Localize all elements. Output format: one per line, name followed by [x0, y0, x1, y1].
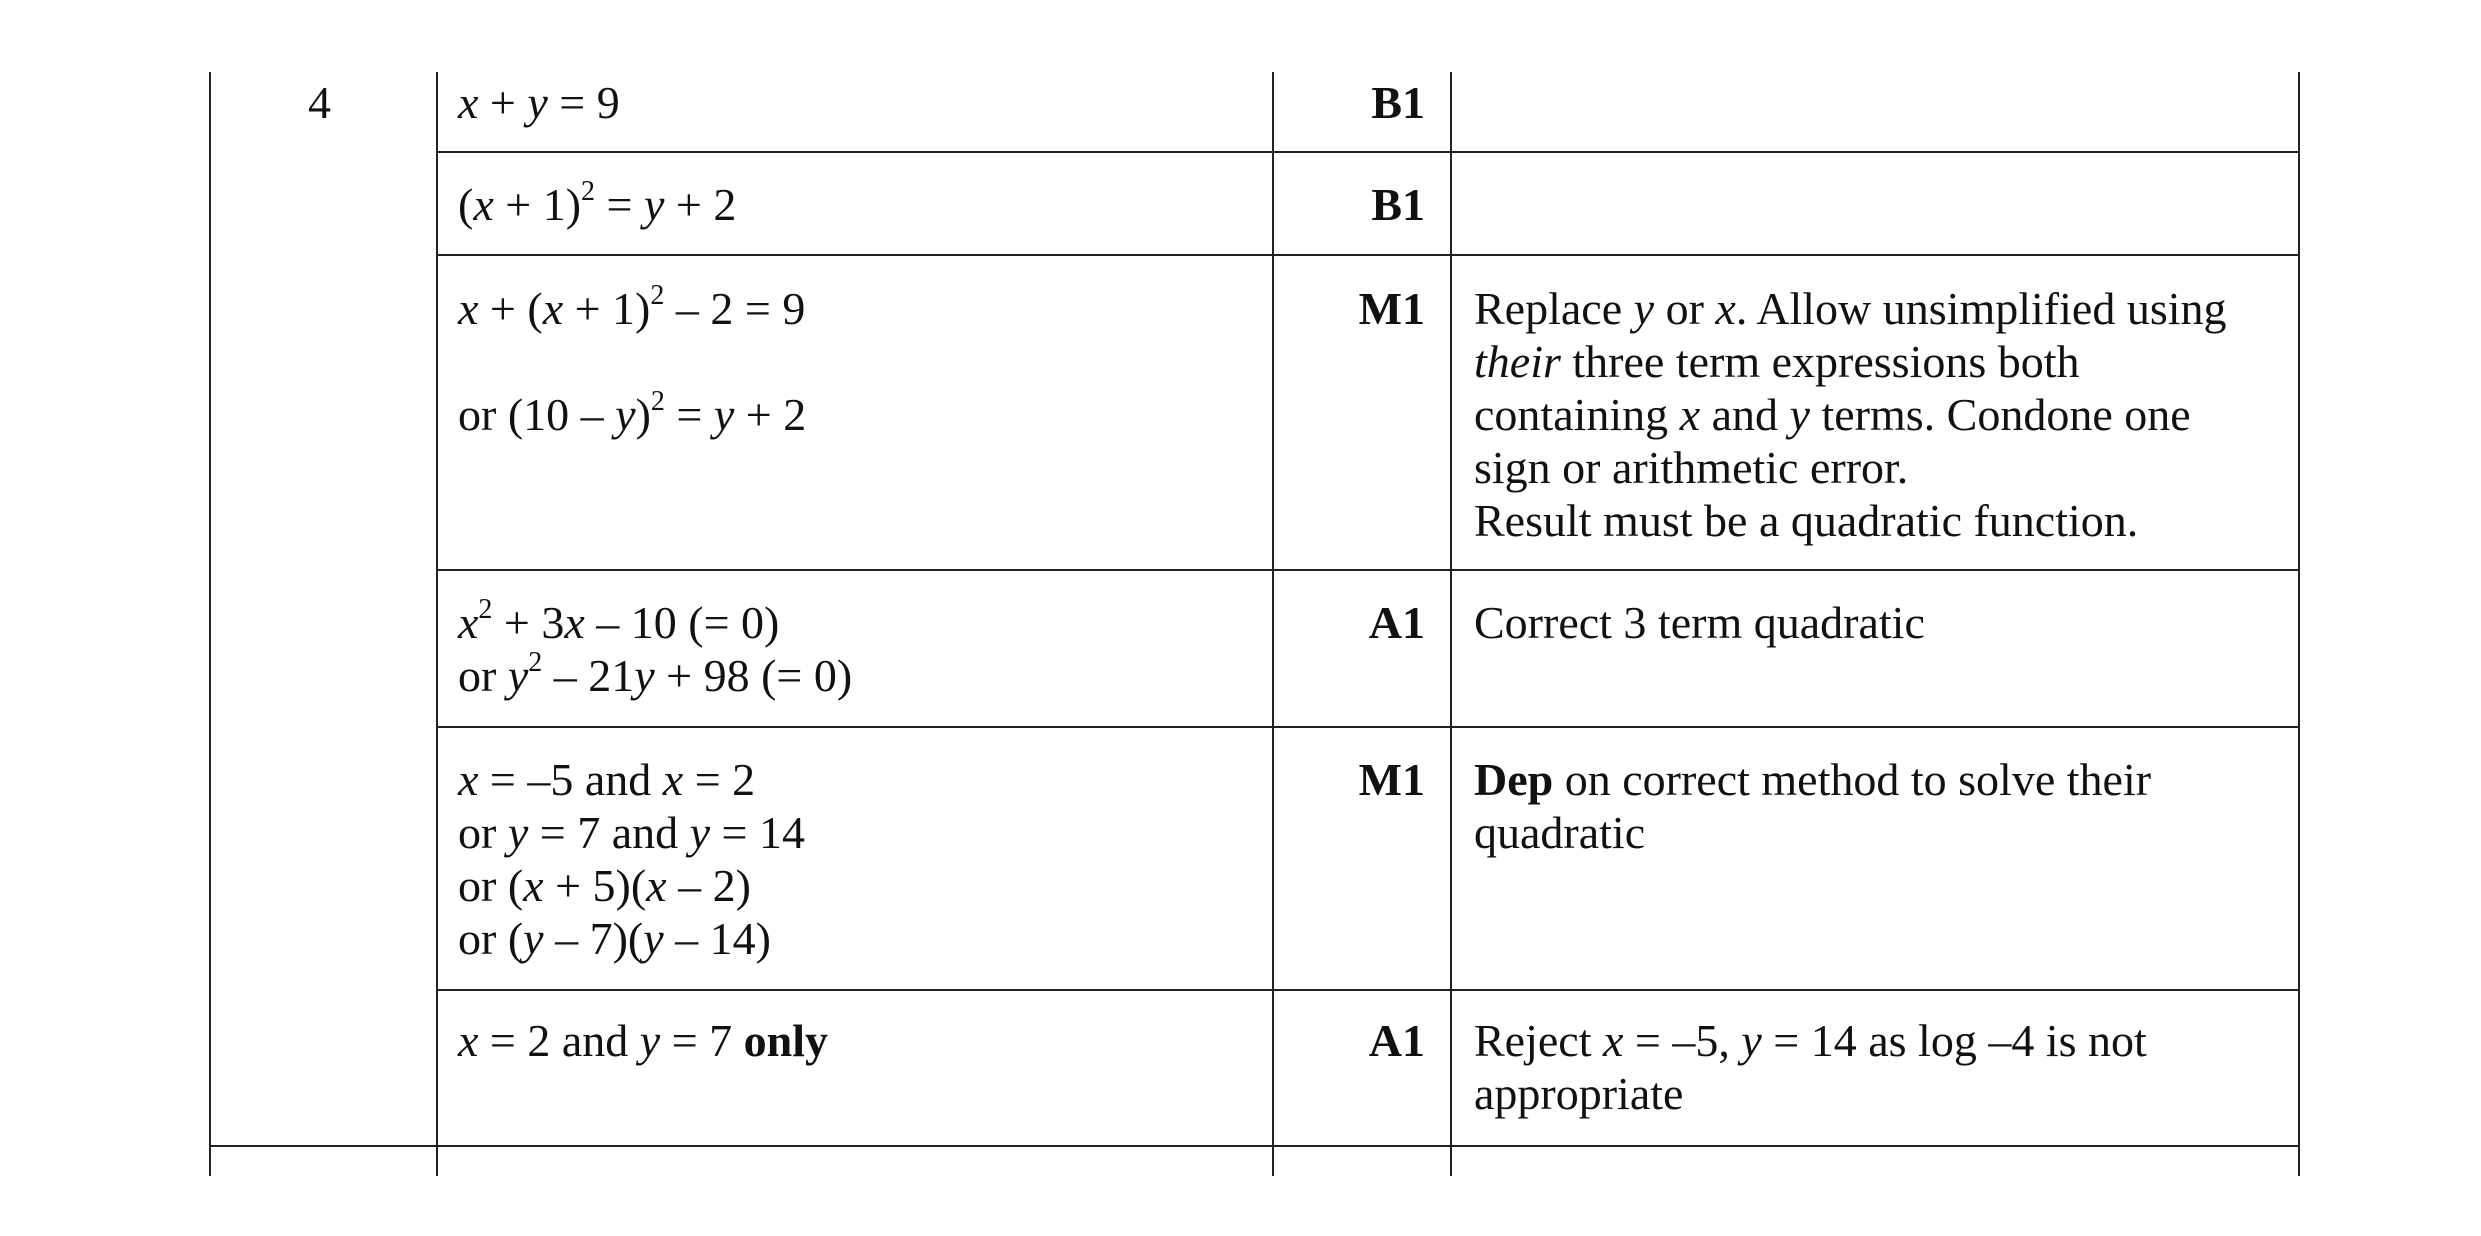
working-line	[458, 912, 805, 965]
guidance-cell	[1474, 1014, 2147, 1120]
text-segment: appropriate	[1474, 1068, 1684, 1119]
text-segment: – 14)	[663, 913, 771, 964]
row-divider	[436, 726, 2300, 728]
working-cell	[458, 1014, 828, 1067]
text-segment: = –5 and	[478, 754, 663, 805]
text-segment: – 2 = 9	[664, 283, 806, 334]
math-variable: y	[1633, 283, 1655, 334]
working-line	[458, 388, 806, 441]
math-variable: y	[527, 77, 548, 128]
guidance-cell	[1474, 282, 2227, 547]
text-segment: – 7)(	[543, 913, 644, 964]
working-line	[458, 806, 805, 859]
bold-text: only	[743, 1015, 829, 1066]
working-cell	[458, 596, 852, 702]
table-divider-working	[1272, 72, 1274, 1176]
working-cell	[458, 178, 736, 231]
mark-code: B1	[1371, 77, 1425, 128]
text-segment: and	[1700, 389, 1790, 440]
text-segment: = 14	[710, 807, 805, 858]
mark-code: M1	[1358, 283, 1425, 334]
math-variable: y	[615, 389, 636, 440]
table-border-left	[209, 72, 211, 1176]
text-segment: quadratic	[1474, 807, 1646, 858]
math-variable: x	[662, 754, 684, 805]
math-variable: x	[1679, 389, 1701, 440]
superscript: 2	[528, 647, 543, 678]
guidance-line	[1474, 753, 2151, 806]
math-variable: y	[689, 807, 711, 858]
row-divider	[436, 569, 2300, 571]
text-segment: + 98 (= 0)	[654, 650, 853, 701]
math-variable: x	[523, 860, 544, 911]
math-variable: x	[1715, 283, 1736, 334]
math-variable: y	[507, 807, 529, 858]
guidance-line	[1474, 335, 2227, 388]
text-segment: +	[478, 77, 528, 128]
working-line	[458, 76, 620, 129]
superscript: 2	[650, 280, 665, 311]
math-variable: y	[643, 179, 665, 230]
guidance-line	[1474, 388, 2227, 441]
math-variable: x	[458, 754, 479, 805]
text-segment: + 1)	[493, 179, 582, 230]
text-segment: or	[458, 807, 508, 858]
text-segment: containing	[1474, 389, 1680, 440]
working-line	[458, 753, 805, 806]
math-variable: x	[564, 597, 585, 648]
working-cell	[458, 753, 805, 965]
text-segment: = 7 and	[528, 807, 690, 858]
math-variable: x	[646, 860, 667, 911]
text-segment: sign or arithmetic error.	[1474, 442, 1909, 493]
bold-text: Dep	[1474, 754, 1554, 805]
superscript: 2	[581, 176, 596, 207]
text-segment: + 5)(	[543, 860, 647, 911]
text-segment: – 21	[542, 650, 635, 701]
working-line	[458, 596, 852, 649]
text-segment: + (	[478, 283, 543, 334]
text-segment: . Allow unsimplified using	[1735, 283, 2227, 334]
working-line	[458, 178, 736, 231]
math-variable: y	[1789, 389, 1810, 440]
math-variable: x	[458, 597, 479, 648]
math-variable: x	[458, 1015, 479, 1066]
math-variable: x	[1603, 1015, 1624, 1066]
superscript: 2	[478, 594, 493, 625]
text-segment: or	[1654, 283, 1716, 334]
text-segment: or	[458, 650, 508, 701]
text-segment: – 2)	[666, 860, 751, 911]
math-variable: y	[713, 389, 735, 440]
text-segment: Correct 3 term quadratic	[1474, 597, 1925, 648]
text-segment: – 10 (= 0)	[584, 597, 780, 648]
math-variable: their	[1474, 336, 1561, 387]
text-segment: or (	[458, 913, 524, 964]
guidance-line	[1474, 494, 2227, 547]
math-variable: x	[458, 77, 479, 128]
question-number: 4	[308, 77, 331, 128]
working-cell	[458, 76, 620, 129]
guidance-line	[1474, 441, 2227, 494]
text-segment: Reject	[1474, 1015, 1603, 1066]
text-segment: =	[664, 389, 714, 440]
table-border-right	[2298, 72, 2300, 1176]
text-segment: = 2	[683, 754, 756, 805]
math-variable: y	[643, 913, 664, 964]
guidance-cell	[1474, 753, 2151, 859]
math-variable: y	[1741, 1015, 1762, 1066]
guidance-cell	[1474, 596, 1925, 649]
text-segment: + 2	[734, 389, 807, 440]
text-segment: )	[635, 389, 651, 440]
working-cell	[458, 282, 806, 441]
mark-code: B1	[1371, 179, 1425, 230]
math-variable: x	[542, 283, 564, 334]
text-segment: = –5,	[1623, 1015, 1742, 1066]
guidance-line	[1474, 596, 1925, 649]
math-variable: y	[507, 650, 529, 701]
mark-code: M1	[1358, 754, 1425, 805]
table-bottom-border	[209, 1145, 2300, 1147]
guidance-line	[1474, 1014, 2147, 1067]
guidance-line	[1474, 1067, 2147, 1120]
text-segment: + 2	[664, 179, 737, 230]
text-segment: Result must be a quadratic function.	[1474, 495, 2139, 546]
text-segment: + 1)	[563, 283, 651, 334]
text-segment: terms. Condone one	[1809, 389, 2191, 440]
guidance-line	[1474, 282, 2227, 335]
row-divider	[436, 989, 2300, 991]
superscript: 2	[650, 386, 665, 417]
working-line	[458, 335, 806, 388]
row-divider	[436, 151, 2300, 153]
mark-code: A1	[1368, 1015, 1425, 1066]
text-segment: =	[595, 179, 644, 230]
mark-code: A1	[1368, 597, 1425, 648]
text-segment: (	[458, 179, 474, 230]
working-line	[458, 649, 852, 702]
text-segment: three term expressions both	[1560, 336, 2080, 387]
text-segment: = 7	[660, 1015, 744, 1066]
working-line	[458, 282, 806, 335]
math-variable: y	[523, 913, 544, 964]
row-divider	[436, 254, 2300, 256]
table-divider-marks	[1450, 72, 1452, 1176]
text-segment: = 9	[547, 77, 620, 128]
table-divider-question	[436, 72, 438, 1176]
text-segment: on correct method to solve their	[1553, 754, 2152, 805]
working-line	[458, 1014, 828, 1067]
working-line	[458, 859, 805, 912]
text-segment: = 14 as log –4 is not	[1761, 1015, 2147, 1066]
math-variable: y	[639, 1015, 661, 1066]
text-segment: Replace	[1474, 283, 1634, 334]
text-segment: or (	[458, 860, 524, 911]
math-variable: x	[458, 283, 479, 334]
text-segment: = 2 and	[478, 1015, 640, 1066]
text-segment: or (10 –	[458, 389, 616, 440]
math-variable: y	[634, 650, 655, 701]
text-segment: + 3	[492, 597, 565, 648]
guidance-line	[1474, 806, 2151, 859]
math-variable: x	[473, 179, 494, 230]
